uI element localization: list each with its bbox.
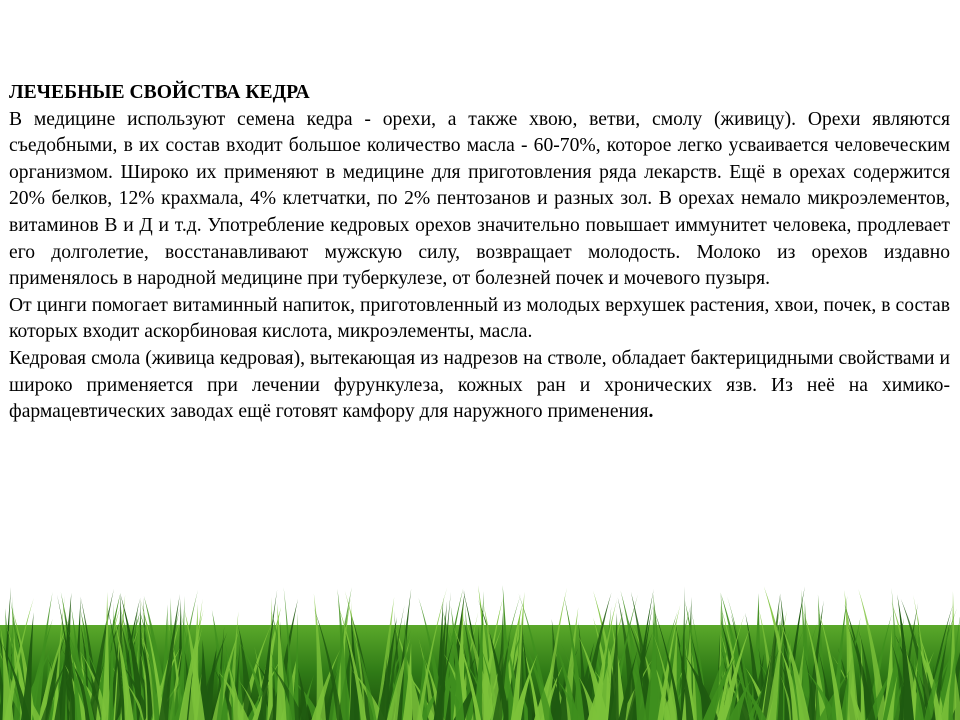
grass-blades: [0, 585, 960, 720]
text-block: [9, 80, 950, 426]
paragraph-resin: [9, 346, 950, 426]
paragraph-resin-text: Кедровая смола (живица кедровая), вытекающая из надрезов на стволе, обладает бактерицидными свойствами и широко применяется при лечении фурункулеза, кожных ран и хронических язв. Из неё на химико-фармацевтических заводах ещё готовят камфору для наружного применения: [9, 347, 950, 423]
paragraph-scurvy: От цинги помогает витаминный напиток, приготовленный из молодых верхушек растения, хвои, почек, в состав которых входит аскорбиновая кислота, микроэлементы, масла.: [9, 294, 950, 343]
grass-decoration: [0, 585, 960, 720]
final-period: .: [648, 401, 654, 423]
heading: ЛЕЧЕБНЫЕ СВОЙСТВА КЕДРА: [9, 82, 310, 103]
paragraph-nuts: В медицине используют семена кедра - орехи, а также хвою, ветви, смолу (живицу). Орехи являются съедобными, в их состав входит большое количество масла - 60-70%, которое легко усваивается человеческим организмом. Широко их применяют в медицине для приготовления ряда лекарств. Ещё в орехах содержится 20% белков, 12% крахмала, 4% клетчатки, по 2% пентозанов и разных зол. В орехах немало микроэлементов, витаминов В и Д и т.д. Употребление кедровых орехов значительно повышает иммунитет человека, продлевает его долголетие, восстанавливают мужскую силу, возвращает молодость. Молоко из орехов издавно применялось в народной медицине при туберкулезе, от болезней почек и мочевого пузыря.: [9, 108, 950, 290]
